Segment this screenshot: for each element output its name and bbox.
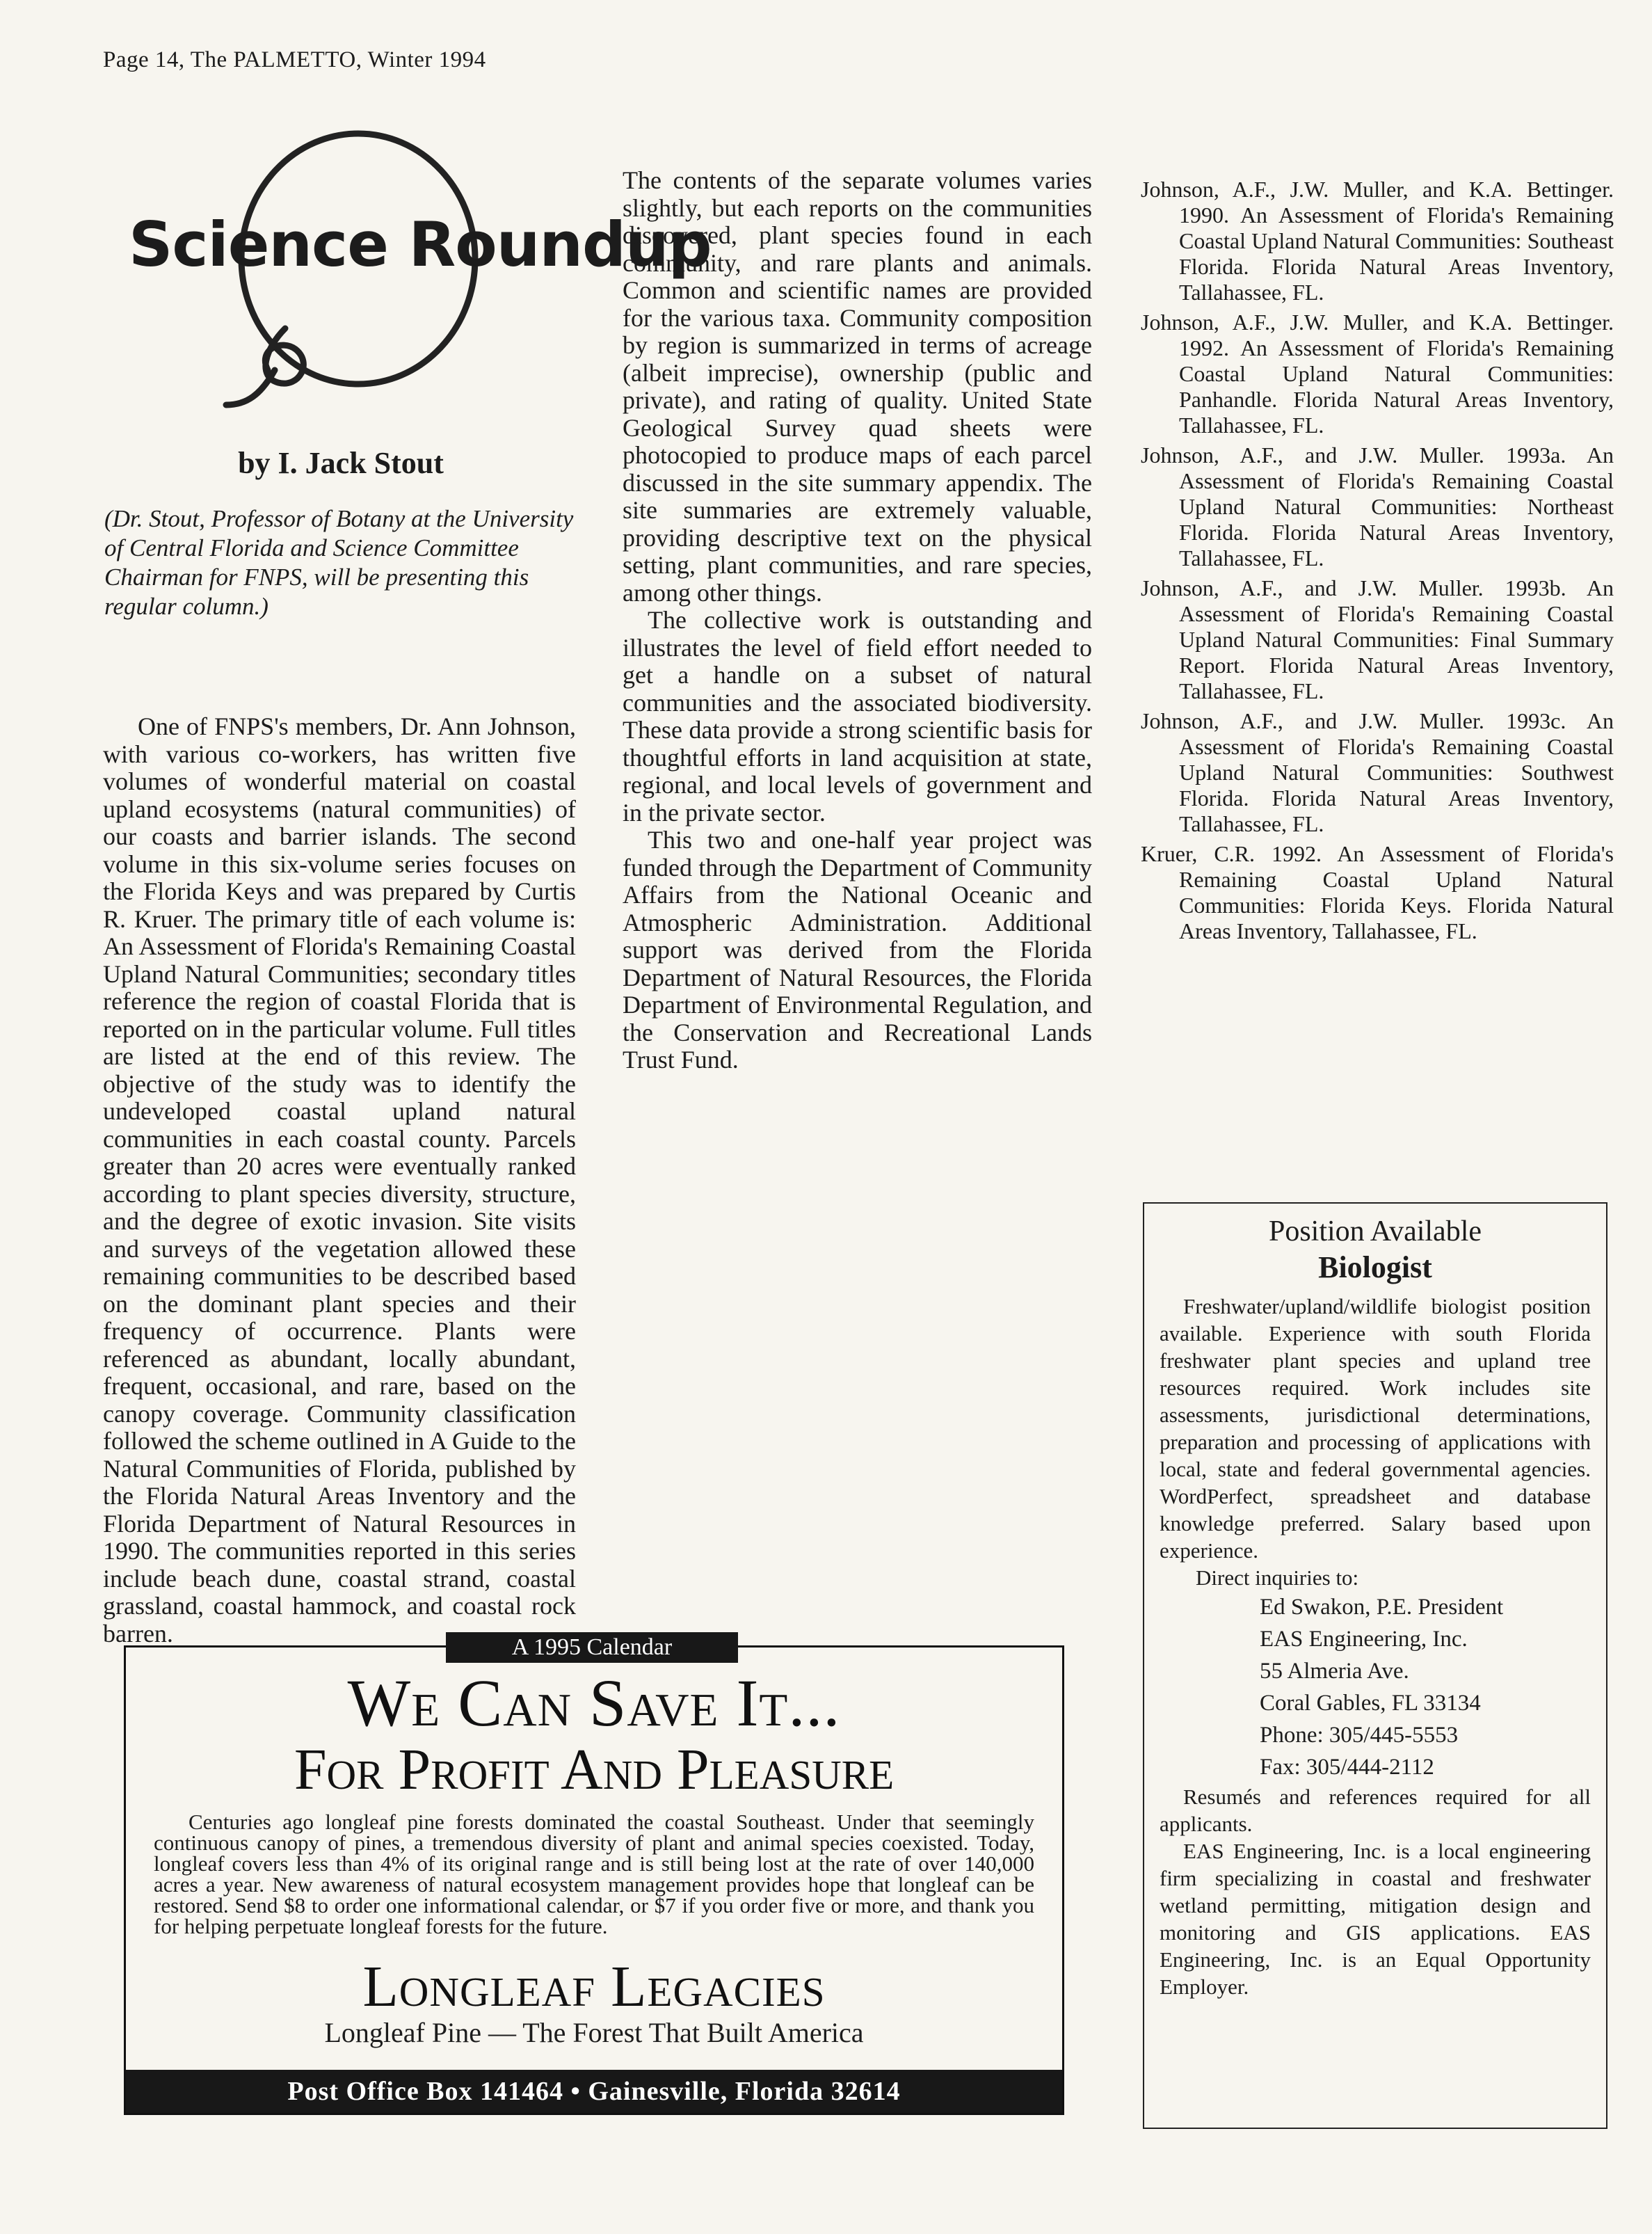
- address-line: 55 Almeria Ave.: [1260, 1659, 1409, 1684]
- reference-item: Johnson, A.F., and J.W. Muller. 1993b. An Assessment of Florida's Remaining Coastal Upland Natural Communities: Final Summary Report. Florida Natural Areas Inventory, Tallahassee, FL.: [1141, 575, 1614, 703]
- calendar-advertisement: [124, 1634, 1064, 2115]
- reference-item: Johnson, A.F., J.W. Muller, and K.A. Bettinger. 1990. An Assessment of Florida's Remaining Coastal Upland Natural Communities: Southeast Florida. Florida Natural Areas Inventory, Tallahassee, FL.: [1141, 177, 1614, 305]
- reference-item: Kruer, C.R. 1992. An Assessment of Florida's Remaining Coastal Upland Natural Communities: Florida Keys. Florida Natural Areas Inventory, Tallahassee, FL.: [1141, 841, 1614, 943]
- article-paragraph-3: The collective work is outstanding and illustrates the level of field effort needed to get a handle on a subset of natural communities and the associated biodiversity. These data provide a strong scientific basis for thoughtful efforts in land acquisition at state, regional, and local levels of government and in the private sector.: [623, 606, 1092, 827]
- ad-mailing-address: Post Office Box 141464 • Gainesville, Florida 32614: [126, 2070, 1062, 2113]
- address-line: Fax: 305/444-2112: [1260, 1755, 1434, 1780]
- address-line: Ed Swakon, P.E. President: [1260, 1595, 1504, 1620]
- ad-body-text: Centuries ago longleaf pine forests dominated the coastal Southeast. Under that seemingly continuous canopy of pines, a tremendous diversity of plant and animal species coexisted. Today, longleaf covers less than 4% of its original range and is still being lost at the rate of over 140,000 acres a year. New awareness of natural ecosystem management provides hope that longleaf can be restored. Send $8 to order one informational calendar, or $7 if you order five or more, and thank you for helping perpetuate longleaf forests for the future.: [154, 1810, 1034, 1938]
- address-line: Coral Gables, FL 33134: [1260, 1691, 1481, 1716]
- address-line: EAS Engineering, Inc.: [1260, 1627, 1468, 1652]
- reference-item: Johnson, A.F., J.W. Muller, and K.A. Bettinger. 1992. An Assessment of Florida's Remaining Coastal Upland Natural Communities: Panhandle. Florida Natural Areas Inventory, Tallahassee, FL.: [1141, 310, 1614, 438]
- author-note: (Dr. Stout, Professor of Botany at the University of Central Florida and Science Committee Chairman for FNPS, will be presenting this regular column.): [104, 505, 574, 620]
- job-contact-address: [1160, 1591, 1591, 1783]
- article-paragraph-4: This two and one-half year project was funded through the Department of Community Affairs from the National Oceanic and Atmospheric Administration. Additional support was derived from the Florida Department of Natural Resources, the Florida Department of Environmental Regulation, and the Conservation and Recreational Lands Trust Fund.: [623, 826, 1092, 1074]
- column-title: Science Roundup: [129, 209, 712, 280]
- job-direct-inquiries: Direct inquiries to:: [1196, 1565, 1359, 1590]
- ad-brand-name: Longleaf Legacies: [362, 1954, 826, 2019]
- article-column-2: [623, 167, 1092, 1074]
- science-roundup-logo: [115, 120, 712, 412]
- position-available-box: [1143, 1202, 1607, 2129]
- job-resumes-note: Resumés and references required for all applicants.: [1160, 1785, 1591, 1836]
- ad-tab-label: A 1995 Calendar: [446, 1632, 738, 1663]
- ad-headline-1: We Can Save It...: [347, 1666, 841, 1740]
- job-role: Biologist: [1318, 1250, 1432, 1284]
- address-line: Phone: 305/445-5553: [1260, 1723, 1459, 1748]
- ad-tagline: Longleaf Pine — The Forest That Built America: [324, 2017, 864, 2048]
- references-list: [1141, 177, 1614, 944]
- ad-headline-2: For Profit And Pleasure: [294, 1737, 895, 1802]
- byline: by I. Jack Stout: [238, 446, 444, 480]
- job-description: Freshwater/upland/wildlife biologist position available. Experience with south Florida freshwater plant species and upland tree resources required. Work includes site assessments, jurisdictional determinations, preparation and processing of applications with local, state and federal governmental agencies. WordPerfect, spreadsheet and database knowledge preferred. Salary based upon experience.: [1160, 1294, 1591, 1563]
- reference-item: Johnson, A.F., and J.W. Muller. 1993a. An Assessment of Florida's Remaining Coastal Upland Natural Communities: Northeast Florida. Florida Natural Areas Inventory, Tallahassee, FL.: [1141, 442, 1614, 571]
- article-column-1: [103, 713, 576, 1647]
- article-paragraph-2: The contents of the separate volumes varies slightly, but each reports on the communities discovered, plant species found in each community, and rare plants and animals. Common and scientific names are provided for the various taxa. Community composition by region is summarized in terms of acreage (albeit imprecise), ownership (public and private), and rating of quality. United State Geological Survey quad sheets were photocopied to produce maps of each parcel discussed in the site summary appendix. The site summaries are extremely valuable, providing descriptive text on the physical setting, plant communities, and rare species, among other things.: [623, 166, 1092, 607]
- article-paragraph-1: One of FNPS's members, Dr. Ann Johnson, with various co-workers, has written five volumes of wonderful material on coastal upland ecosystems (natural communities) of our coasts and barrier islands. The second volume in this six-volume series focuses on the Florida Keys and was prepared by Curtis R. Kruer. The primary title of each volume is: An Assessment of Florida's Remaining Coastal Upland Natural Communities; secondary titles reference the region of coastal Florida that is reported on in the particular volume. Full titles are listed at the end of this review. The objective of the study was to identify the undeveloped coastal upland natural communities in each coastal county. Parcels greater than 20 acres were eventually ranked according to plant species diversity, structure, and the degree of exotic invasion. Site visits and surveys of the vegetation allowed these remaining communities to be described based on the dominant plant species and their frequency of occurrence. Plants were referenced as abundant, locally abundant, frequent, occasional, and rare, based on the canopy coverage. Community classification followed the scheme outlined in A Guide to the Natural Communities of Florida, published by the Florida Natural Areas Inventory and the Florida Department of Natural Resources in 1990. The communities reported in this series include beach dune, coastal strand, coastal grassland, coastal hammock, and coastal rock barren.: [103, 712, 576, 1647]
- job-box-title: Position Available: [1268, 1215, 1482, 1247]
- references-column: [1141, 167, 1614, 948]
- reference-item: Johnson, A.F., and J.W. Muller. 1993c. An Assessment of Florida's Remaining Coastal Upland Natural Communities: Southwest Florida. Florida Natural Areas Inventory, Tallahassee, FL.: [1141, 708, 1614, 836]
- job-company-note: EAS Engineering, Inc. is a local engineering firm specializing in coastal and freshwater wetland permitting, mitigation design and monitoring and GIS applications. EAS Engineering, Inc. is an Equal Opportunity Employer.: [1160, 1839, 1591, 1999]
- page-header: Page 14, The PALMETTO, Winter 1994: [103, 47, 486, 72]
